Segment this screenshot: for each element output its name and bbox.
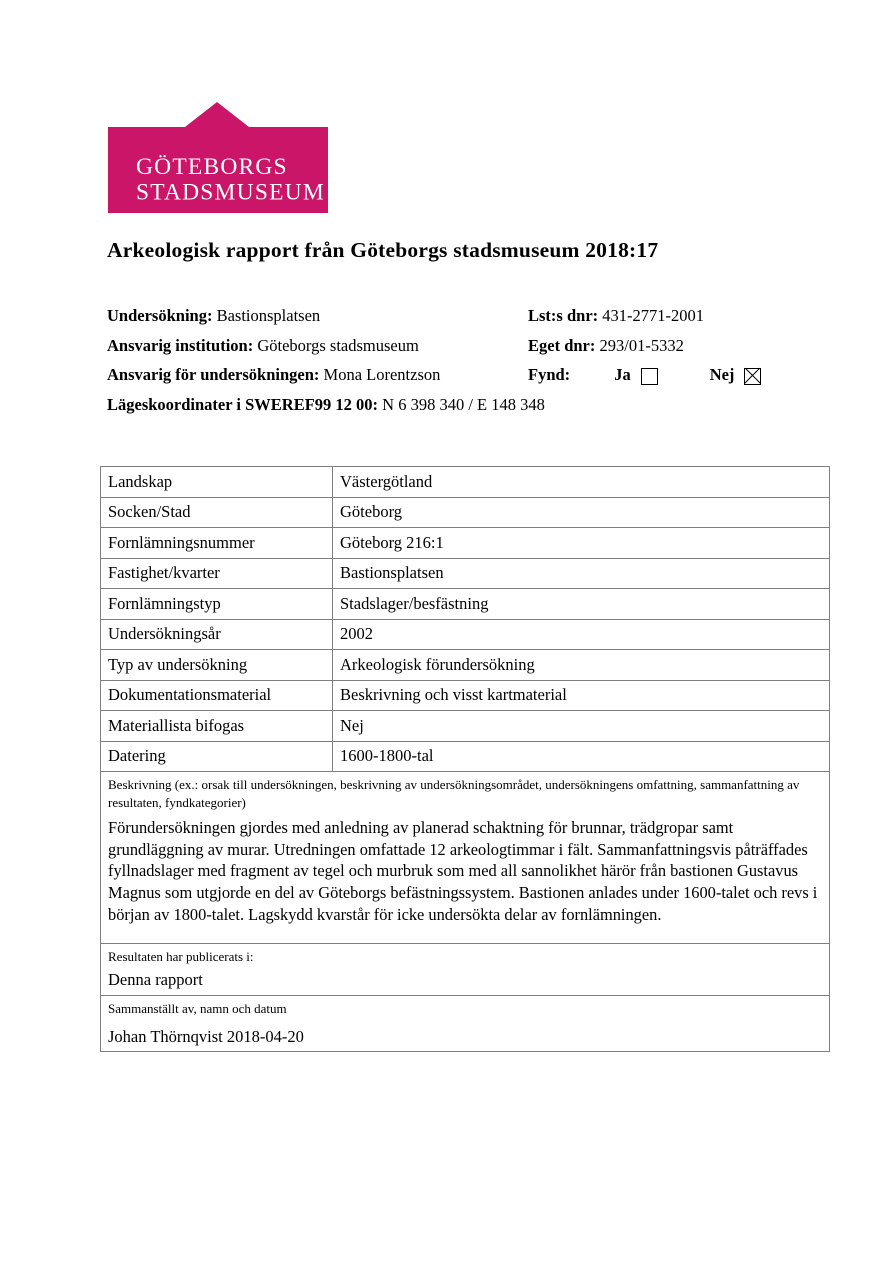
museum-logo-shape bbox=[108, 100, 328, 213]
table-row-fastighet bbox=[101, 558, 830, 589]
fynd-field bbox=[528, 365, 829, 385]
row-value-cell: 2002 bbox=[333, 619, 830, 650]
lst-dnr-label: Lst:s dnr: bbox=[528, 306, 599, 325]
beskrivning-cell bbox=[101, 772, 830, 944]
row-value-cell: Beskrivning och visst kartmaterial bbox=[333, 680, 830, 711]
report-title: Arkeologisk rapport från Göteborgs stadsmuseum 2018:17 bbox=[107, 238, 659, 262]
table-row-typ-av-undersokning bbox=[101, 650, 830, 681]
sammanstallt-cell bbox=[101, 996, 830, 1052]
table-row-undersokningsar bbox=[101, 619, 830, 650]
table-row-fornlamningstyp bbox=[101, 589, 830, 620]
row-label-cell: Landskap bbox=[101, 467, 333, 498]
table-row-socken bbox=[101, 497, 830, 528]
row-label-cell: Fornlämningsnummer bbox=[101, 528, 333, 559]
museum-logo bbox=[108, 100, 328, 213]
facts-table bbox=[100, 466, 830, 1052]
meta-row-ansvarig bbox=[107, 365, 829, 395]
table-row-dokumentationsmaterial bbox=[101, 680, 830, 711]
eget-dnr-field bbox=[528, 336, 829, 356]
table-row-fornlamningsnummer bbox=[101, 528, 830, 559]
row-value-cell: Stadslager/besfästning bbox=[333, 589, 830, 620]
undersokning-label: Undersökning: bbox=[107, 306, 213, 325]
fynd-nej-label: Nej bbox=[709, 365, 735, 385]
row-value-cell: Västergötland bbox=[333, 467, 830, 498]
fynd-nej-checkbox bbox=[744, 368, 761, 385]
institution-label: Ansvarig institution: bbox=[107, 335, 254, 355]
eget-dnr-value: 293/01-5332 bbox=[599, 335, 684, 355]
table-row-datering bbox=[101, 741, 830, 772]
fynd-ja-label: Ja bbox=[614, 365, 631, 385]
table-row-publicerats bbox=[101, 944, 830, 996]
table-row-sammanstallt bbox=[101, 996, 830, 1052]
beskrivning-text: Förundersökningen gjordes med anledning av planerad schaktning för brunnar, trädgropar samt grundläggning av murar. Utredningen omfattade 12 arkeologtimmar i fält. Sammanfattningsvis påträffades fyllnadslager med fragment av tegel och murbruk som med all sannolikhet härör från bastionen Gustavus Magnus som utgjorde en del av Göteborgs befästningssystem. Bastionen anlades under 1600-talet och revs i början av 1800-talet. Lagskydd kvarstår för icke undersökta delar av fornlämningen. bbox=[108, 818, 818, 924]
institution-value: Göteborgs stadsmuseum bbox=[257, 335, 419, 355]
koordinater-field bbox=[107, 395, 545, 415]
ansvarig-value: Mona Lorentzson bbox=[323, 365, 441, 385]
row-label-cell: Materiallista bifogas bbox=[101, 711, 333, 742]
row-label-cell: Socken/Stad bbox=[101, 497, 333, 528]
fynd-ja-checkbox bbox=[641, 368, 658, 385]
institution-field bbox=[107, 336, 528, 356]
row-value-cell: Arkeologisk förundersökning bbox=[333, 650, 830, 681]
row-value-cell: Bastionsplatsen bbox=[333, 558, 830, 589]
koordinater-value: N 6 398 340 / E 148 348 bbox=[382, 394, 545, 414]
undersokning-value: Bastionsplatsen bbox=[216, 306, 321, 325]
row-value-cell: Nej bbox=[333, 711, 830, 742]
sammanstallt-value: Johan Thörnqvist 2018-04-20 bbox=[108, 1026, 304, 1046]
row-label-cell: Fornlämningstyp bbox=[101, 589, 333, 620]
meta-row-undersokning bbox=[107, 306, 829, 336]
row-label-cell: Typ av undersökning bbox=[101, 650, 333, 681]
publicerats-cell bbox=[101, 944, 830, 996]
undersokning-field bbox=[107, 306, 528, 326]
logo-text-line1: GÖTEBORGS bbox=[136, 154, 288, 180]
beskrivning-header: Beskrivning (ex.: orsak till undersökningen, beskrivning av undersökningsområdet, undersökningens omfattning, sammanfattning av resultaten, fyndkategorier) bbox=[108, 777, 800, 810]
row-value-cell: Göteborg 216:1 bbox=[333, 528, 830, 559]
publicerats-value: Denna rapport bbox=[108, 969, 203, 989]
row-label-cell: Undersökningsår bbox=[101, 619, 333, 650]
row-label-cell: Fastighet/kvarter bbox=[101, 558, 333, 589]
logo-text-line2: STADSMUSEUM bbox=[136, 179, 325, 206]
meta-row-koordinater bbox=[107, 395, 829, 425]
koordinater-label: Lägeskoordinater i SWEREF99 12 00: bbox=[107, 394, 379, 414]
eget-dnr-label: Eget dnr: bbox=[528, 335, 596, 355]
meta-section bbox=[107, 306, 829, 424]
row-value-cell: Göteborg bbox=[333, 497, 830, 528]
publicerats-header: Resultaten har publicerats i: bbox=[108, 949, 254, 964]
row-label-cell: Dokumentationsmaterial bbox=[101, 680, 333, 711]
sammanstallt-header: Sammanställt av, namn och datum bbox=[108, 1001, 287, 1016]
row-value-cell: 1600-1800-tal bbox=[333, 741, 830, 772]
lst-dnr-value: 431-2771-2001 bbox=[602, 306, 705, 325]
table-row-materiallista bbox=[101, 711, 830, 742]
ansvarig-field bbox=[107, 365, 528, 385]
table-row-landskap bbox=[101, 467, 830, 498]
lst-dnr-field bbox=[528, 306, 829, 326]
ansvarig-label: Ansvarig för undersökningen: bbox=[107, 365, 320, 385]
table-row-beskrivning bbox=[101, 772, 830, 944]
meta-row-institution bbox=[107, 336, 829, 366]
fynd-label: Fynd: bbox=[528, 365, 571, 385]
row-label-cell: Datering bbox=[101, 741, 333, 772]
